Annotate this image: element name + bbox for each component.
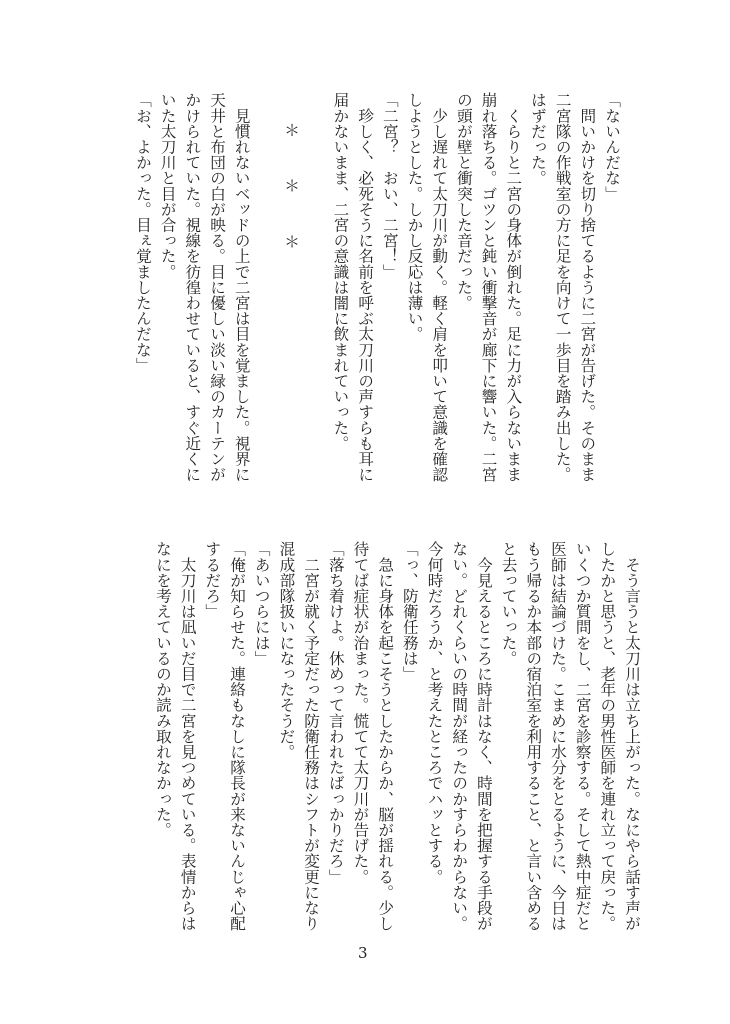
text-line: 問いかけを切り捨てるように二宮が告げた。そのまま (578, 92, 597, 482)
text-line: したかと思うと、老年の男性医師を連れ立って戻った。 (598, 541, 617, 931)
text-line: 今見えるところに時計はなく、時間を把握する手段が (474, 541, 493, 931)
text-line: いくつか質問をし、二宮を診察する。そして熱中症だと (573, 541, 592, 931)
text-line: 医師は結論づけた。こまめに水分をとるように、今日は (548, 541, 567, 931)
text-line: 待てば症状が治まった。慌てて太刀川が告げた。 (351, 541, 370, 885)
text-line: 急に身体を起こそうとしたからか、脳が揺れる。少し (376, 541, 395, 931)
text-line: 「お、よかった。目ぇ覚ましたんだな」 (133, 92, 152, 373)
text-block-top (130, 92, 624, 482)
text-line: 「あいつらには」 (252, 541, 271, 666)
text-line: 天井と布団の白が映る。目に優しい淡い緑のカーテンが (208, 92, 226, 482)
text-line: もう帰るか本部の宿泊室を利用すること、と言い含める (524, 541, 543, 931)
text-line: 二宮隊の作戦室の方に足を向けて一歩目を踏み出した。 (553, 92, 572, 482)
text-line: そう言うと太刀川は立ち上がった。なにやら話す声が (623, 541, 641, 931)
text-line: と去っていった。 (499, 541, 518, 666)
text-line: するだろ」 (203, 541, 222, 619)
text-line: 「ないんだな」 (603, 92, 621, 202)
text-line: 少し遅れて太刀川が動く。軽く肩を叩いて意識を確認 (430, 92, 449, 482)
page-number: 3 (358, 944, 368, 962)
text-line: はずだった。 (528, 92, 547, 186)
text-line: 「二宮？ おい、二宮！」 (380, 92, 399, 280)
text-line: 届かないまま、二宮の意識は闇に飲まれていった。 (331, 92, 350, 451)
text-line: いた太刀川と目が合った。 (158, 92, 177, 280)
text-line: 今何時だろうか、と考えたところでハッとする。 (425, 541, 444, 885)
text-line: 太刀川は凪いだ目で二宮を見つめている。表情からは (178, 541, 197, 931)
text-line: ない。どれくらいの時間が経ったのかすらわからない。 (450, 541, 469, 931)
text-line: くらりと二宮の身体が倒れた。足に力が入らないまま (504, 92, 523, 482)
text-line: 「っ、防衛任務は」 (400, 541, 419, 682)
text-line: の頭が壁と衝突した音だった。 (454, 92, 473, 311)
text-line: 「落ち着けよ。休めって言われたばっかりだろ」 (326, 541, 345, 885)
scene-separator: ＊＊＊ (282, 122, 301, 289)
text-line: なにを考えているのか読み取れなかった。 (153, 541, 172, 838)
text-line: かけられていた。視線を彷徨わせていると、すぐ近くに (183, 92, 202, 482)
text-block-bottom (150, 541, 644, 931)
text-line: 珍しく、必死そうに名前を呼ぶ太刀川の声すらも耳に (356, 92, 375, 482)
text-line: 二宮が就く予定だった防衛任務はシフトが変更になり (302, 541, 321, 931)
text-line: しようとした。しかし反応は薄い。 (405, 92, 424, 342)
text-line: 崩れ落ちる。ゴツンと鈍い衝撃音が廊下に響いた。二宮 (479, 92, 498, 482)
text-line: 「俺が知らせた。連絡もなしに隊長が来ないんじゃ心配 (228, 541, 246, 931)
text-line: 混成部隊扱いになったそうだ。 (277, 541, 296, 760)
text-line: 見慣れないベッドの上で二宮は目を覚ました。視界に (232, 92, 251, 482)
